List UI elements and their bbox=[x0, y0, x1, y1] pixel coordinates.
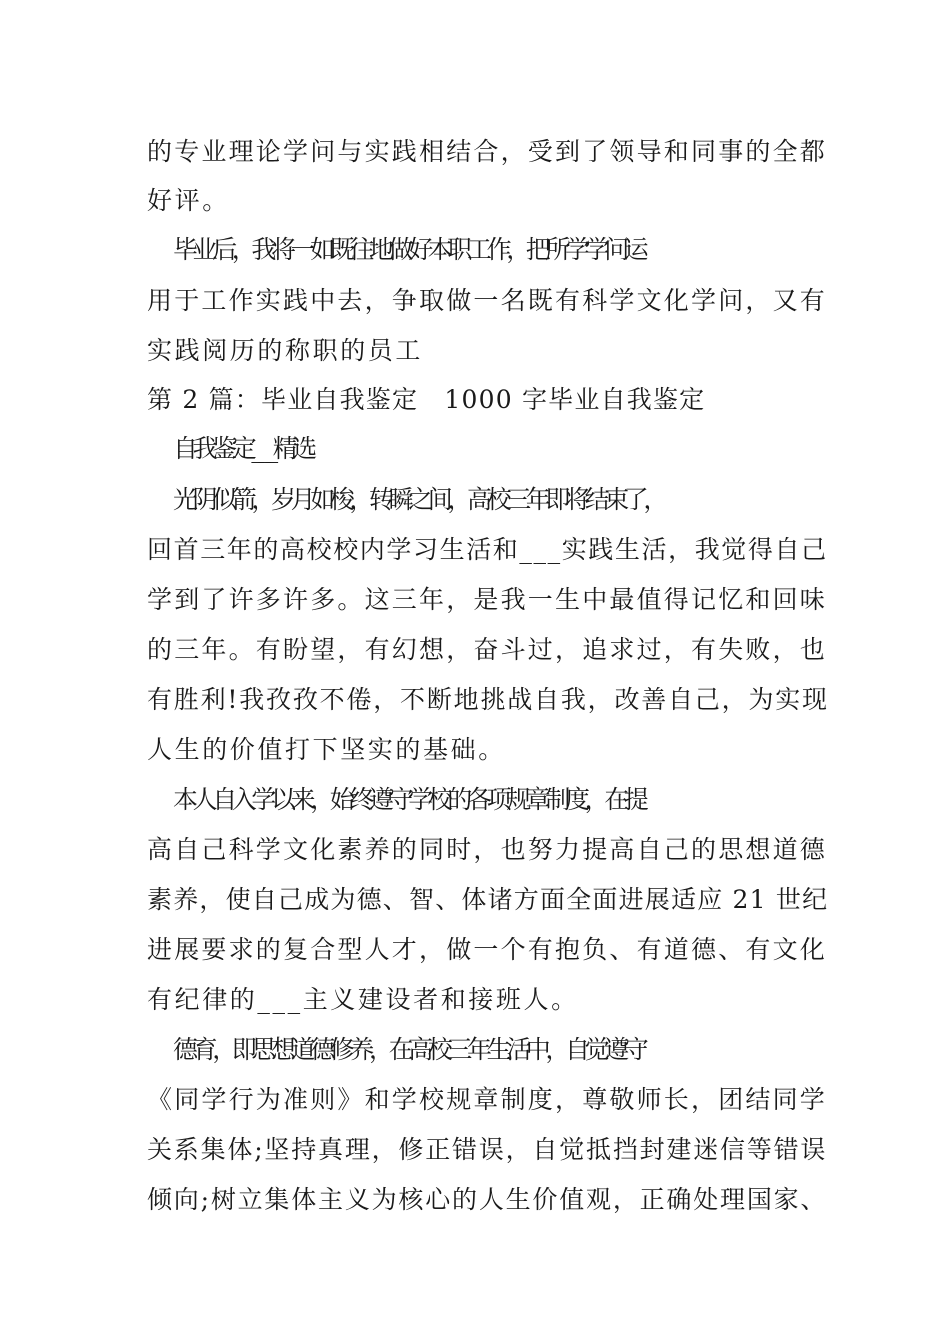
text-line: 的专业理论学问与实践相结合，受到了领导和同事的全都 bbox=[147, 137, 828, 166]
text-line: 人生的价值打下坚实的基础。 bbox=[147, 735, 506, 764]
section-subtitle: 自我鉴定___精选 bbox=[173, 434, 312, 463]
text-line: 倾向;树立集体主义为核心的人生价值观，正确处理国家、 bbox=[147, 1185, 828, 1214]
paragraph-start-line: 毕业后，我将一如既往地做好本职工作，把所学学问运 bbox=[173, 235, 644, 264]
text-line: 高自己科学文化素养的同时，也努力提高自己的思想道德 bbox=[147, 835, 828, 864]
text-line: 有胜利!我孜孜不倦，不断地挑战自我，改善自己，为实现 bbox=[147, 685, 829, 714]
text-line: 实践阅历的称职的员工 bbox=[147, 336, 424, 365]
text-line: 回首三年的高校校内学习生活和___实践生活，我觉得自己 bbox=[147, 535, 828, 564]
text-line: 素养，使自己成为德、智、体诸方面全面进展适应 21 世纪 bbox=[147, 885, 829, 914]
text-line: 用于工作实践中去，争取做一名既有科学文化学问，又有 bbox=[147, 286, 828, 315]
text-line: 《同学行为准则》和学校规章制度，尊敬师长，团结同学 bbox=[147, 1085, 828, 1114]
paragraph-start-line: 光阴似箭，岁月如梭，转瞬之间，高校三年即将结束了， bbox=[173, 485, 664, 514]
section-heading: 第 2 篇：毕业自我鉴定 1000 字毕业自我鉴定 bbox=[147, 385, 706, 414]
text-line: 好评。 bbox=[147, 186, 230, 215]
text-line: 关系集体;坚持真理，修正错误，自觉抵挡封建迷信等错误 bbox=[147, 1135, 828, 1164]
text-line: 学到了许多许多。这三年，是我一生中最值得记忆和回味 bbox=[147, 585, 828, 614]
paragraph-start-line: 本人自入学以来，始终遵守学校的各项规章制度，在提 bbox=[173, 785, 644, 814]
paragraph-start-line: 德育，即思想道德修养，在高校三年生活中，自觉遵守 bbox=[173, 1035, 644, 1064]
text-line: 进展要求的复合型人才，做一个有抱负、有道德、有文化 bbox=[147, 935, 828, 964]
text-line: 的三年。有盼望，有幻想，奋斗过，追求过，有失败，也 bbox=[147, 635, 828, 664]
text-line: 有纪律的___主义建设者和接班人。 bbox=[147, 985, 579, 1014]
